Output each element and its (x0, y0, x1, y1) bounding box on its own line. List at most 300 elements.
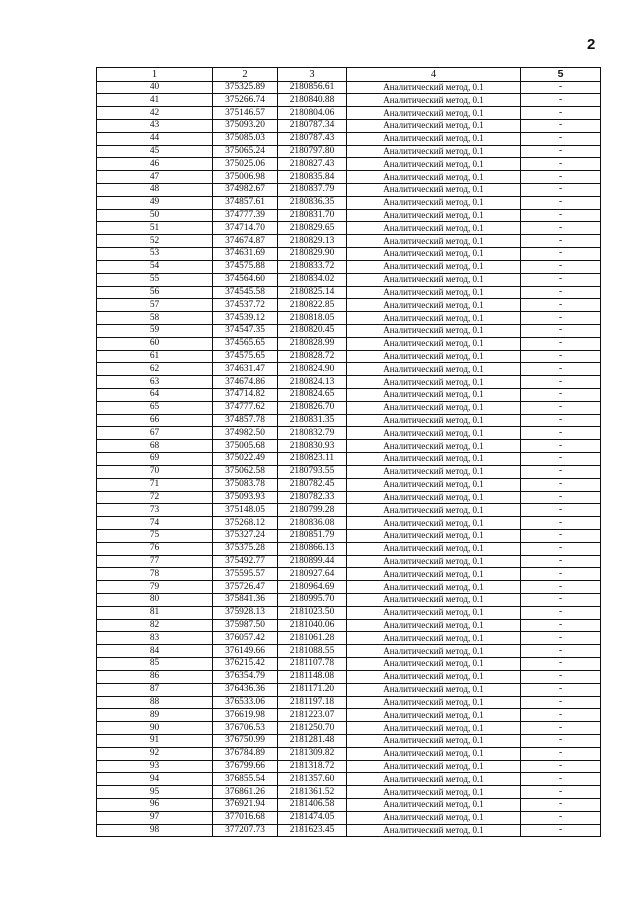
point-number-cell: 82 (97, 619, 213, 632)
method-cell: Аналитический метод, 0.1 (347, 427, 521, 440)
note-cell: - (521, 670, 601, 683)
method-cell: Аналитический метод, 0.1 (347, 555, 521, 568)
table-row (97, 555, 601, 568)
point-number-cell: 56 (97, 286, 213, 299)
table-body (97, 68, 601, 837)
method-cell: Аналитический метод, 0.1 (347, 568, 521, 581)
table-row (97, 683, 601, 696)
table-row (97, 722, 601, 735)
y-coordinate-cell: 2180964.69 (278, 581, 347, 594)
note-cell: - (521, 248, 601, 261)
y-coordinate-cell: 2180804.06 (278, 107, 347, 120)
table-row (97, 606, 601, 619)
note-cell: - (521, 632, 601, 645)
x-coordinate-cell: 376057.42 (213, 632, 278, 645)
method-cell: Аналитический метод, 0.1 (347, 260, 521, 273)
point-number-cell: 69 (97, 453, 213, 466)
x-coordinate-cell: 375595.57 (213, 568, 278, 581)
x-coordinate-cell: 376784.89 (213, 747, 278, 760)
note-cell: - (521, 824, 601, 837)
point-number-cell: 77 (97, 555, 213, 568)
note-cell: - (521, 734, 601, 747)
point-number-cell: 59 (97, 324, 213, 337)
note-cell: - (521, 145, 601, 158)
point-number-cell: 43 (97, 119, 213, 132)
table-row (97, 504, 601, 517)
x-coordinate-cell: 375987.50 (213, 619, 278, 632)
note-cell: - (521, 709, 601, 722)
x-coordinate-cell: 375841.36 (213, 594, 278, 607)
y-coordinate-cell: 2180828.72 (278, 350, 347, 363)
y-coordinate-cell: 2180832.79 (278, 427, 347, 440)
point-number-cell: 76 (97, 542, 213, 555)
x-coordinate-cell: 374982.67 (213, 184, 278, 197)
x-coordinate-cell: 375093.93 (213, 491, 278, 504)
x-coordinate-cell: 377207.73 (213, 824, 278, 837)
note-cell: - (521, 273, 601, 286)
y-coordinate-cell: 2181318.72 (278, 760, 347, 773)
note-cell: - (521, 119, 601, 132)
y-coordinate-cell: 2180836.08 (278, 517, 347, 530)
table-row (97, 389, 601, 402)
note-cell: - (521, 286, 601, 299)
table-row (97, 119, 601, 132)
coordinates-table (96, 67, 601, 837)
y-coordinate-cell: 2180833.72 (278, 260, 347, 273)
point-number-cell: 90 (97, 722, 213, 735)
y-coordinate-cell: 2180866.13 (278, 542, 347, 555)
method-cell: Аналитический метод, 0.1 (347, 542, 521, 555)
column-header-2: 2 (213, 68, 278, 82)
method-cell: Аналитический метод, 0.1 (347, 453, 521, 466)
table-row (97, 670, 601, 683)
method-cell: Аналитический метод, 0.1 (347, 645, 521, 658)
x-coordinate-cell: 375006.98 (213, 171, 278, 184)
x-coordinate-cell: 375085.03 (213, 132, 278, 145)
method-cell: Аналитический метод, 0.1 (347, 299, 521, 312)
point-number-cell: 54 (97, 260, 213, 273)
table-row (97, 337, 601, 350)
table-row (97, 696, 601, 709)
point-number-cell: 61 (97, 350, 213, 363)
y-coordinate-cell: 2181148.08 (278, 670, 347, 683)
x-coordinate-cell: 374631.47 (213, 363, 278, 376)
method-cell: Аналитический метод, 0.1 (347, 696, 521, 709)
method-cell: Аналитический метод, 0.1 (347, 734, 521, 747)
x-coordinate-cell: 375325.89 (213, 81, 278, 94)
note-cell: - (521, 184, 601, 197)
note-cell: - (521, 799, 601, 812)
point-number-cell: 63 (97, 376, 213, 389)
x-coordinate-cell: 375005.68 (213, 440, 278, 453)
note-cell: - (521, 132, 601, 145)
note-cell: - (521, 478, 601, 491)
x-coordinate-cell: 374545.58 (213, 286, 278, 299)
x-coordinate-cell: 374539.12 (213, 312, 278, 325)
method-cell: Аналитический метод, 0.1 (347, 235, 521, 248)
y-coordinate-cell: 2180836.35 (278, 196, 347, 209)
x-coordinate-cell: 376799.66 (213, 760, 278, 773)
method-cell: Аналитический метод, 0.1 (347, 324, 521, 337)
table-row (97, 286, 601, 299)
table-row (97, 312, 601, 325)
note-cell: - (521, 81, 601, 94)
y-coordinate-cell: 2180856.61 (278, 81, 347, 94)
method-cell: Аналитический метод, 0.1 (347, 529, 521, 542)
point-number-cell: 58 (97, 312, 213, 325)
x-coordinate-cell: 374857.61 (213, 196, 278, 209)
column-header-5: 5 (521, 68, 601, 82)
method-cell: Аналитический метод, 0.1 (347, 414, 521, 427)
point-number-cell: 98 (97, 824, 213, 837)
point-number-cell: 49 (97, 196, 213, 209)
x-coordinate-cell: 374565.65 (213, 337, 278, 350)
note-cell: - (521, 209, 601, 222)
point-number-cell: 52 (97, 235, 213, 248)
method-cell: Аналитический метод, 0.1 (347, 171, 521, 184)
method-cell: Аналитический метод, 0.1 (347, 273, 521, 286)
x-coordinate-cell: 374857.78 (213, 414, 278, 427)
table-row (97, 94, 601, 107)
y-coordinate-cell: 2180799.28 (278, 504, 347, 517)
point-number-cell: 86 (97, 670, 213, 683)
method-cell: Аналитический метод, 0.1 (347, 670, 521, 683)
method-cell: Аналитический метод, 0.1 (347, 606, 521, 619)
table-row (97, 619, 601, 632)
column-header-4: 4 (347, 68, 521, 82)
x-coordinate-cell: 374575.65 (213, 350, 278, 363)
method-cell: Аналитический метод, 0.1 (347, 747, 521, 760)
point-number-cell: 79 (97, 581, 213, 594)
method-cell: Аналитический метод, 0.1 (347, 683, 521, 696)
x-coordinate-cell: 375146.57 (213, 107, 278, 120)
note-cell: - (521, 491, 601, 504)
table-row (97, 581, 601, 594)
note-cell: - (521, 786, 601, 799)
note-cell: - (521, 760, 601, 773)
point-number-cell: 53 (97, 248, 213, 261)
point-number-cell: 72 (97, 491, 213, 504)
note-cell: - (521, 94, 601, 107)
note-cell: - (521, 312, 601, 325)
x-coordinate-cell: 374674.86 (213, 376, 278, 389)
method-cell: Аналитический метод, 0.1 (347, 517, 521, 530)
note-cell: - (521, 324, 601, 337)
note-cell: - (521, 107, 601, 120)
note-cell: - (521, 299, 601, 312)
point-number-cell: 70 (97, 465, 213, 478)
method-cell: Аналитический метод, 0.1 (347, 145, 521, 158)
y-coordinate-cell: 2181309.82 (278, 747, 347, 760)
method-cell: Аналитический метод, 0.1 (347, 389, 521, 402)
point-number-cell: 45 (97, 145, 213, 158)
note-cell: - (521, 376, 601, 389)
point-number-cell: 85 (97, 658, 213, 671)
point-number-cell: 94 (97, 773, 213, 786)
table-row (97, 542, 601, 555)
x-coordinate-cell: 377016.68 (213, 811, 278, 824)
point-number-cell: 40 (97, 81, 213, 94)
method-cell: Аналитический метод, 0.1 (347, 312, 521, 325)
x-coordinate-cell: 374714.82 (213, 389, 278, 402)
y-coordinate-cell: 2180840.88 (278, 94, 347, 107)
method-cell: Аналитический метод, 0.1 (347, 248, 521, 261)
y-coordinate-cell: 2181223.07 (278, 709, 347, 722)
point-number-cell: 78 (97, 568, 213, 581)
point-number-cell: 66 (97, 414, 213, 427)
y-coordinate-cell: 2180851.79 (278, 529, 347, 542)
x-coordinate-cell: 375062.58 (213, 465, 278, 478)
note-cell: - (521, 363, 601, 376)
method-cell: Аналитический метод, 0.1 (347, 209, 521, 222)
method-cell: Аналитический метод, 0.1 (347, 401, 521, 414)
method-cell: Аналитический метод, 0.1 (347, 619, 521, 632)
method-cell: Аналитический метод, 0.1 (347, 811, 521, 824)
x-coordinate-cell: 374564.60 (213, 273, 278, 286)
point-number-cell: 47 (97, 171, 213, 184)
method-cell: Аналитический метод, 0.1 (347, 581, 521, 594)
method-cell: Аналитический метод, 0.1 (347, 824, 521, 837)
table-row (97, 799, 601, 812)
table-row (97, 350, 601, 363)
table-row (97, 401, 601, 414)
x-coordinate-cell: 374547.35 (213, 324, 278, 337)
table-row (97, 427, 601, 440)
table-row (97, 491, 601, 504)
table-row (97, 824, 601, 837)
y-coordinate-cell: 2180797.80 (278, 145, 347, 158)
y-coordinate-cell: 2181107.78 (278, 658, 347, 671)
x-coordinate-cell: 375266.74 (213, 94, 278, 107)
method-cell: Аналитический метод, 0.1 (347, 363, 521, 376)
note-cell: - (521, 414, 601, 427)
y-coordinate-cell: 2180829.90 (278, 248, 347, 261)
note-cell: - (521, 606, 601, 619)
point-number-cell: 87 (97, 683, 213, 696)
x-coordinate-cell: 374631.69 (213, 248, 278, 261)
x-coordinate-cell: 375327.24 (213, 529, 278, 542)
y-coordinate-cell: 2181171.20 (278, 683, 347, 696)
y-coordinate-cell: 2180837.79 (278, 184, 347, 197)
y-coordinate-cell: 2180824.13 (278, 376, 347, 389)
x-coordinate-cell: 375492.77 (213, 555, 278, 568)
table-row (97, 465, 601, 478)
note-cell: - (521, 389, 601, 402)
table-row (97, 299, 601, 312)
method-cell: Аналитический метод, 0.1 (347, 658, 521, 671)
method-cell: Аналитический метод, 0.1 (347, 722, 521, 735)
table-row (97, 632, 601, 645)
y-coordinate-cell: 2180782.45 (278, 478, 347, 491)
method-cell: Аналитический метод, 0.1 (347, 491, 521, 504)
y-coordinate-cell: 2180829.65 (278, 222, 347, 235)
note-cell: - (521, 619, 601, 632)
note-cell: - (521, 196, 601, 209)
point-number-cell: 71 (97, 478, 213, 491)
table-row (97, 222, 601, 235)
point-number-cell: 55 (97, 273, 213, 286)
x-coordinate-cell: 375093.20 (213, 119, 278, 132)
method-cell: Аналитический метод, 0.1 (347, 337, 521, 350)
point-number-cell: 80 (97, 594, 213, 607)
method-cell: Аналитический метод, 0.1 (347, 350, 521, 363)
y-coordinate-cell: 2180995.70 (278, 594, 347, 607)
point-number-cell: 97 (97, 811, 213, 824)
y-coordinate-cell: 2180831.35 (278, 414, 347, 427)
point-number-cell: 41 (97, 94, 213, 107)
note-cell: - (521, 645, 601, 658)
note-cell: - (521, 465, 601, 478)
note-cell: - (521, 747, 601, 760)
method-cell: Аналитический метод, 0.1 (347, 376, 521, 389)
method-cell: Аналитический метод, 0.1 (347, 222, 521, 235)
point-number-cell: 64 (97, 389, 213, 402)
method-cell: Аналитический метод, 0.1 (347, 504, 521, 517)
table-row (97, 594, 601, 607)
table-row (97, 568, 601, 581)
note-cell: - (521, 568, 601, 581)
method-cell: Аналитический метод, 0.1 (347, 81, 521, 94)
table-row (97, 107, 601, 120)
note-cell: - (521, 773, 601, 786)
x-coordinate-cell: 374777.39 (213, 209, 278, 222)
table-row (97, 81, 601, 94)
table-row (97, 260, 601, 273)
point-number-cell: 93 (97, 760, 213, 773)
x-coordinate-cell: 374674.87 (213, 235, 278, 248)
point-number-cell: 88 (97, 696, 213, 709)
table-row (97, 786, 601, 799)
y-coordinate-cell: 2180829.13 (278, 235, 347, 248)
table-row (97, 273, 601, 286)
y-coordinate-cell: 2181040.06 (278, 619, 347, 632)
method-cell: Аналитический метод, 0.1 (347, 632, 521, 645)
point-number-cell: 67 (97, 427, 213, 440)
y-coordinate-cell: 2181281.48 (278, 734, 347, 747)
note-cell: - (521, 722, 601, 735)
x-coordinate-cell: 375726.47 (213, 581, 278, 594)
note-cell: - (521, 401, 601, 414)
y-coordinate-cell: 2181023.50 (278, 606, 347, 619)
table-row (97, 709, 601, 722)
y-coordinate-cell: 2180820.45 (278, 324, 347, 337)
note-cell: - (521, 222, 601, 235)
method-cell: Аналитический метод, 0.1 (347, 184, 521, 197)
y-coordinate-cell: 2180787.34 (278, 119, 347, 132)
y-coordinate-cell: 2180787.43 (278, 132, 347, 145)
note-cell: - (521, 440, 601, 453)
point-number-cell: 68 (97, 440, 213, 453)
method-cell: Аналитический метод, 0.1 (347, 132, 521, 145)
point-number-cell: 51 (97, 222, 213, 235)
point-number-cell: 44 (97, 132, 213, 145)
x-coordinate-cell: 376436.36 (213, 683, 278, 696)
x-coordinate-cell: 376149.66 (213, 645, 278, 658)
y-coordinate-cell: 2180830.93 (278, 440, 347, 453)
table-row (97, 158, 601, 171)
table-row (97, 811, 601, 824)
note-cell: - (521, 171, 601, 184)
x-coordinate-cell: 374714.70 (213, 222, 278, 235)
table-row (97, 171, 601, 184)
table-row (97, 478, 601, 491)
method-cell: Аналитический метод, 0.1 (347, 286, 521, 299)
point-number-cell: 57 (97, 299, 213, 312)
point-number-cell: 81 (97, 606, 213, 619)
table-row (97, 453, 601, 466)
y-coordinate-cell: 2180826.70 (278, 401, 347, 414)
table-row (97, 747, 601, 760)
point-number-cell: 91 (97, 734, 213, 747)
table-row (97, 645, 601, 658)
y-coordinate-cell: 2180824.65 (278, 389, 347, 402)
point-number-cell: 83 (97, 632, 213, 645)
method-cell: Аналитический метод, 0.1 (347, 709, 521, 722)
note-cell: - (521, 504, 601, 517)
point-number-cell: 96 (97, 799, 213, 812)
x-coordinate-cell: 375375.28 (213, 542, 278, 555)
column-header-1: 1 (97, 68, 213, 82)
note-cell: - (521, 683, 601, 696)
note-cell: - (521, 555, 601, 568)
table-row (97, 658, 601, 671)
x-coordinate-cell: 374575.88 (213, 260, 278, 273)
y-coordinate-cell: 2181250.70 (278, 722, 347, 735)
point-number-cell: 48 (97, 184, 213, 197)
note-cell: - (521, 158, 601, 171)
point-number-cell: 92 (97, 747, 213, 760)
x-coordinate-cell: 375268.12 (213, 517, 278, 530)
x-coordinate-cell: 376855.54 (213, 773, 278, 786)
x-coordinate-cell: 374777.62 (213, 401, 278, 414)
method-cell: Аналитический метод, 0.1 (347, 760, 521, 773)
y-coordinate-cell: 2180823.11 (278, 453, 347, 466)
y-coordinate-cell: 2180827.43 (278, 158, 347, 171)
table-row (97, 440, 601, 453)
y-coordinate-cell: 2180835.84 (278, 171, 347, 184)
method-cell: Аналитический метод, 0.1 (347, 478, 521, 491)
column-header-3: 3 (278, 68, 347, 82)
method-cell: Аналитический метод, 0.1 (347, 786, 521, 799)
point-number-cell: 62 (97, 363, 213, 376)
table-row (97, 196, 601, 209)
note-cell: - (521, 529, 601, 542)
y-coordinate-cell: 2181361.52 (278, 786, 347, 799)
table-row (97, 734, 601, 747)
y-coordinate-cell: 2180828.99 (278, 337, 347, 350)
note-cell: - (521, 453, 601, 466)
note-cell: - (521, 594, 601, 607)
y-coordinate-cell: 2180822.85 (278, 299, 347, 312)
y-coordinate-cell: 2180793.55 (278, 465, 347, 478)
method-cell: Аналитический метод, 0.1 (347, 107, 521, 120)
method-cell: Аналитический метод, 0.1 (347, 119, 521, 132)
point-number-cell: 46 (97, 158, 213, 171)
y-coordinate-cell: 2181197.18 (278, 696, 347, 709)
method-cell: Аналитический метод, 0.1 (347, 799, 521, 812)
point-number-cell: 73 (97, 504, 213, 517)
point-number-cell: 75 (97, 529, 213, 542)
x-coordinate-cell: 375065.24 (213, 145, 278, 158)
x-coordinate-cell: 376215.42 (213, 658, 278, 671)
table-header-row (97, 68, 601, 82)
y-coordinate-cell: 2180834.02 (278, 273, 347, 286)
point-number-cell: 60 (97, 337, 213, 350)
method-cell: Аналитический метод, 0.1 (347, 773, 521, 786)
x-coordinate-cell: 376750.99 (213, 734, 278, 747)
y-coordinate-cell: 2180824.90 (278, 363, 347, 376)
method-cell: Аналитический метод, 0.1 (347, 594, 521, 607)
